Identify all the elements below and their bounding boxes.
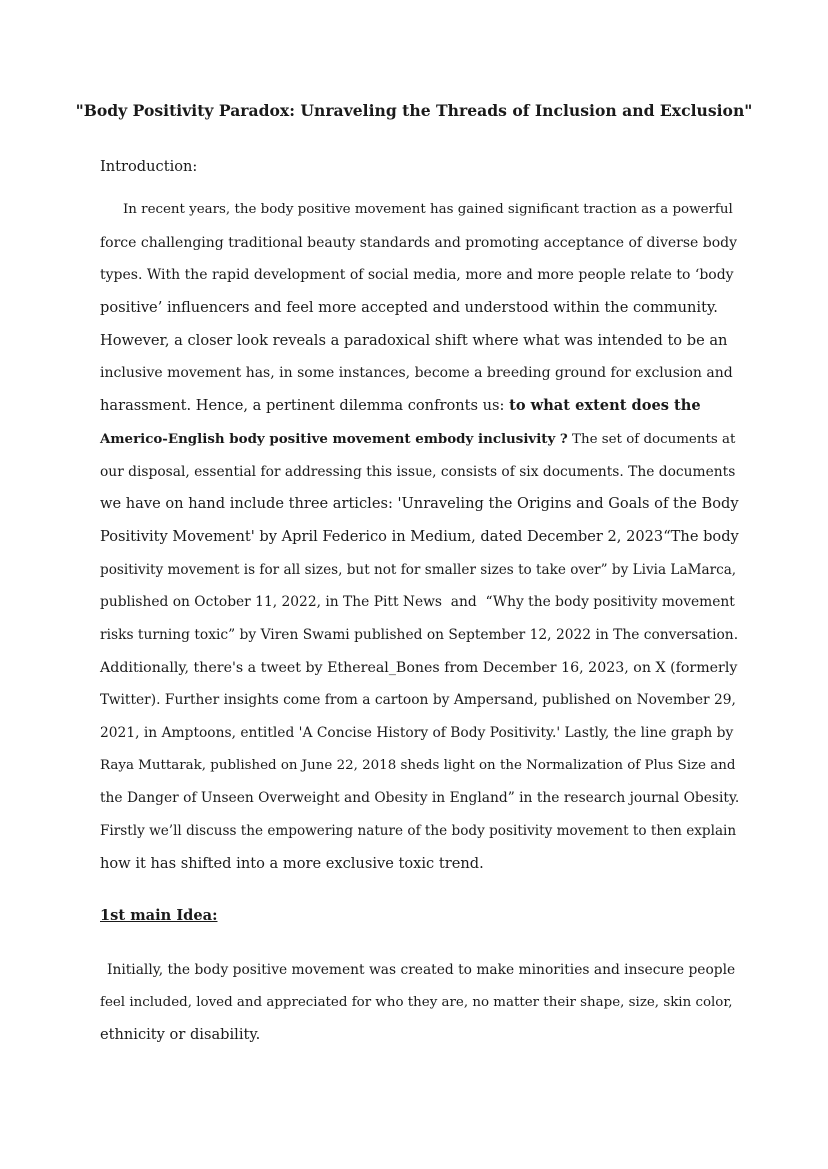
document-title: "Body Positivity Paradox: Unraveling the Threads of Inclusion and Exclusion" xyxy=(75,101,753,120)
introduction-line xyxy=(100,395,740,428)
main-idea-line: feel included, loved and appreciated for who they are, no matter their shape, size, skin color, xyxy=(100,994,733,1010)
introduction-line: Firstly we’ll discuss the empowering nature of the body positivity movement to then explain xyxy=(100,823,737,840)
introduction-line: published on October 11, 2022, in The Pitt News and “Why the body positivity movement xyxy=(100,594,735,611)
introduction-line: Positivity Movement' by April Federico in Medium, dated December 2, 2023“The body xyxy=(100,527,739,545)
introduction-line: we have on hand include three articles: 'Unraveling the Origins and Goals of the Body xyxy=(100,495,739,513)
problematic-question-part: Americo-English body positive movement embody inclusivity ? xyxy=(100,430,568,447)
introduction-line: Raya Muttarak, published on June 22, 2018 sheds light on the Normalization of Plus Size and xyxy=(100,757,736,773)
main-idea-line: Initially, the body positive movement was created to make minorities and insecure people xyxy=(107,962,736,978)
introduction-line: the Danger of Unseen Overweight and Obesity in England” in the research journal Obesity. xyxy=(100,790,740,807)
line-text: The set of documents at xyxy=(567,431,736,447)
introduction-line: types. With the rapid development of social media, more and more people relate to ‘body xyxy=(100,267,734,284)
introduction-paragraph xyxy=(100,199,740,885)
introduction-line: In recent years, the body positive movement has gained significant traction as a powerful xyxy=(123,202,733,217)
introduction-line: 2021, in Amptoons, entitled 'A Concise History of Body Positivity.' Lastly, the line graph by xyxy=(100,725,734,741)
introduction-line: inclusive movement has, in some instances, become a breeding ground for exclusion and xyxy=(100,365,733,382)
problematic-question-part: to what extent does the xyxy=(509,397,701,415)
introduction-line xyxy=(100,428,740,461)
main-idea-line: ethnicity or disability. xyxy=(100,1026,261,1044)
introduction-line: risks turning toxic” by Viren Swami published on September 12, 2022 in The conversation. xyxy=(100,626,739,643)
introduction-line: our disposal, essential for addressing this issue, consists of six documents. The documents xyxy=(100,463,736,480)
introduction-line: Twitter). Further insights come from a cartoon by Ampersand, published on November 29, xyxy=(100,692,736,709)
introduction-line: However, a closer look reveals a paradoxical shift where what was intended to be an xyxy=(100,331,728,349)
line-text: harassment. Hence, a pertinent dilemma confronts us: xyxy=(100,397,510,415)
introduction-line: positive’ influencers and feel more accepted and understood within the community. xyxy=(100,299,718,317)
first-main-idea-paragraph xyxy=(100,959,740,1057)
introduction-heading: Introduction: xyxy=(100,158,198,175)
introduction-line: Additionally, there's a tweet by Ethereal_Bones from December 16, 2023, on X (formerly xyxy=(100,659,738,676)
introduction-line: force challenging traditional beauty standards and promoting acceptance of diverse body xyxy=(100,234,738,251)
first-main-idea-heading: 1st main Idea: xyxy=(100,907,218,924)
introduction-line: how it has shifted into a more exclusive toxic trend. xyxy=(100,854,484,872)
introduction-line: positivity movement is for all sizes, but not for smaller sizes to take over” by Livia LaMarca, xyxy=(100,561,737,578)
